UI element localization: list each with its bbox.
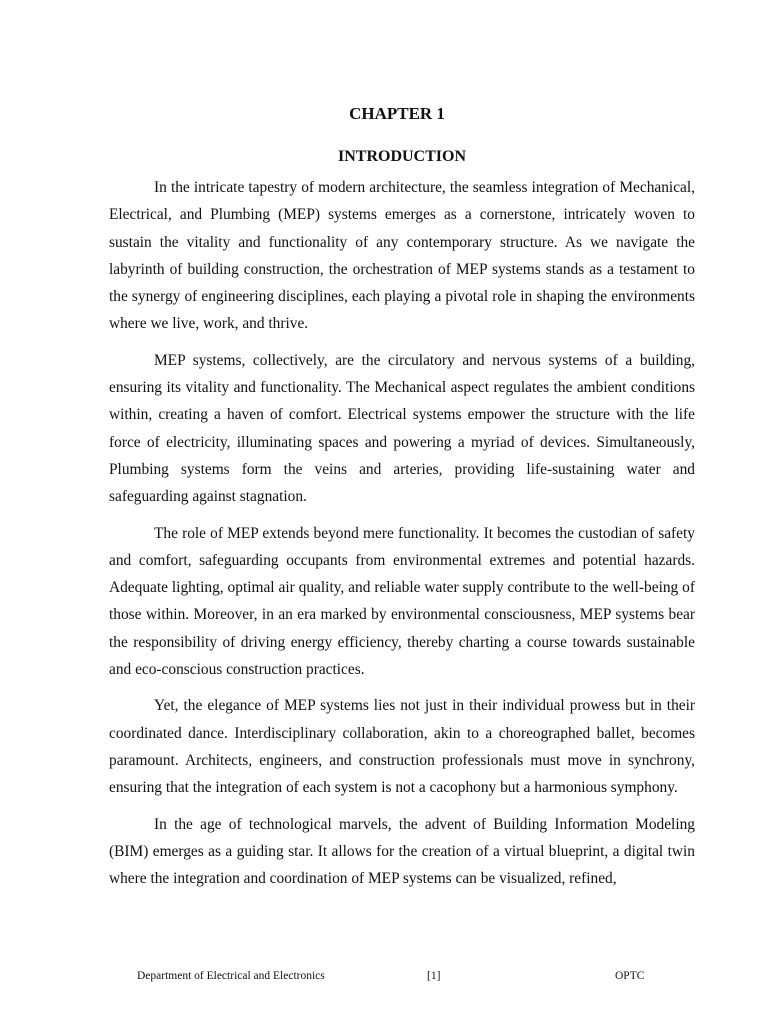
section-title: INTRODUCTION — [337, 148, 466, 165]
paragraph-4: Yet, the elegance of MEP systems lies not just in their individual prowess but in their coordinated dance. Interdisciplinary collaboration, akin to a choreographed ballet, becomes paramount. Architects, engineers, and construction professionals must move in synchrony, ensuring that the integration of each system is not a cacophony but a harmonious symphony. — [109, 697, 695, 797]
footer-department: Department of Electrical and Electronics — [137, 970, 325, 982]
body-text — [109, 174, 695, 901]
footer-page-number: [1] — [427, 970, 441, 982]
paragraph-2: MEP systems, collectively, are the circulatory and nervous systems of a building, ensuring its vitality and functionality. The Mechanical aspect regulates the ambient conditions within, creating a haven of comfort. Electrical systems empower the structure with the life force of electricity, illuminating spaces and powering a myriad of devices. Simultaneously, Plumbing systems form the veins and arteries, providing life-sustaining water and safeguarding against stagnation. — [109, 351, 695, 506]
footer-institution: OPTC — [615, 970, 645, 982]
page-footer — [0, 970, 768, 986]
paragraph-5: In the age of technological marvels, the advent of Building Information Modeling (BIM) emerges as a guiding star. It allows for the creation of a virtual blueprint, a digital twin where the integration and coordination of MEP systems can be visualized, refined, — [109, 815, 695, 888]
paragraph-1: In the intricate tapestry of modern architecture, the seamless integration of Mechanical, Electrical, and Plumbing (MEP) systems emerges as a cornerstone, intricately woven to sustain the vitality and functionality of any contemporary structure. As we navigate the labyrinth of building construction, the orchestration of MEP systems stands as a testament to the synergy of engineering disciplines, each playing a pivotal role in shaping the environments where we live, work, and thrive. — [109, 179, 695, 333]
chapter-title: CHAPTER 1 — [349, 104, 445, 123]
paragraph-3: The role of MEP extends beyond mere functionality. It becomes the custodian of safety and comfort, safeguarding occupants from environmental extremes and potential hazards. Adequate lighting, optimal air quality, and reliable water supply contribute to the well-being of those within. Moreover, in an era marked by environmental consciousness, MEP systems bear the responsibility of driving energy efficiency, thereby charting a course towards sustainable and eco-conscious construction practices. — [109, 524, 695, 679]
